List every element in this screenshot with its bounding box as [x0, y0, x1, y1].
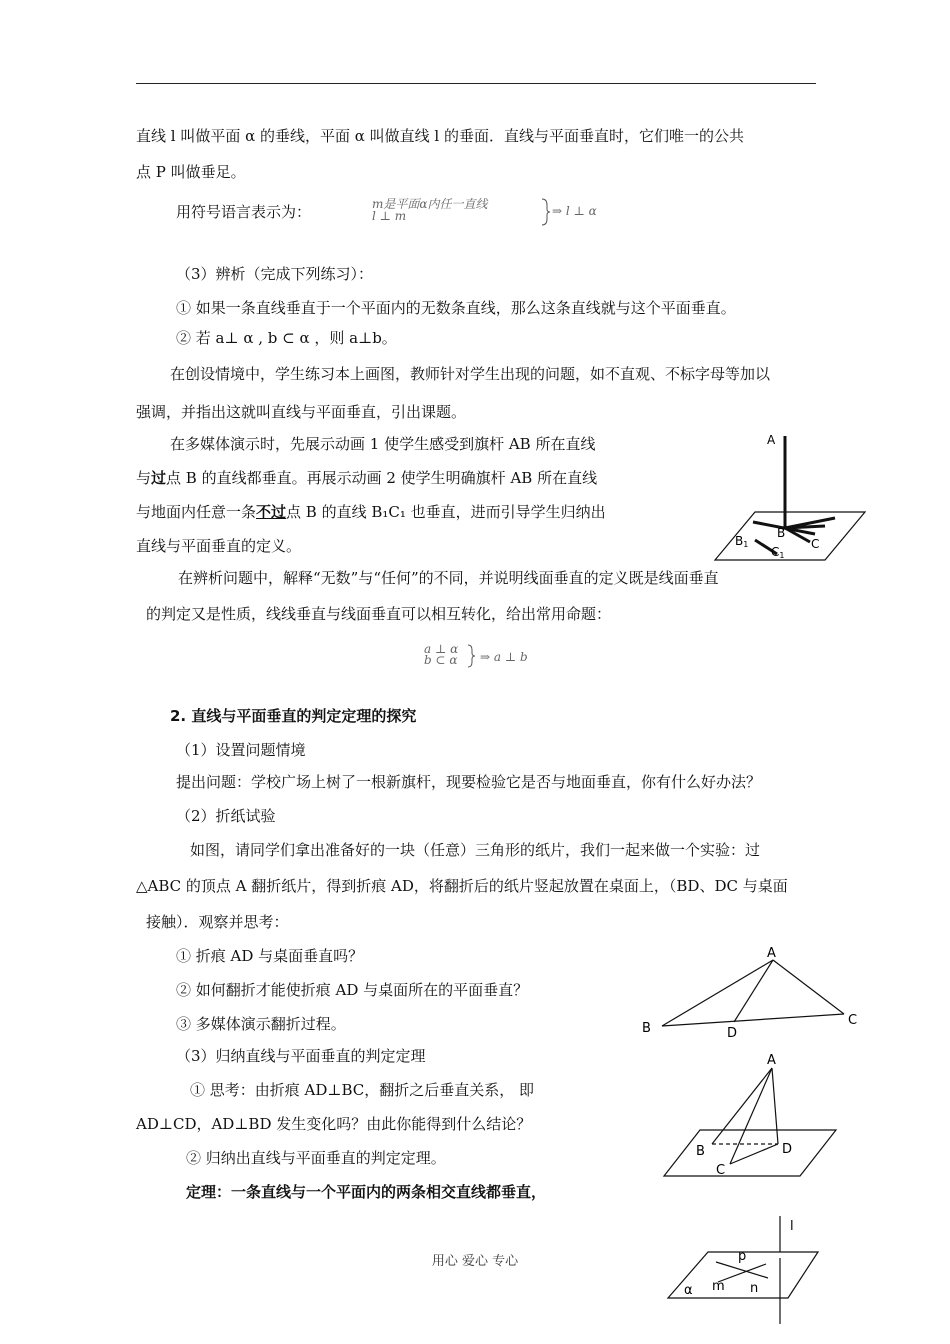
- formula-line: l ⊥ m: [372, 209, 407, 223]
- label-b: B: [777, 526, 786, 540]
- formula-line: a ⊥ α: [424, 642, 459, 656]
- paragraph-definition-cont: 点 P 叫做垂足。: [136, 163, 246, 181]
- subsection-3: （3）归纳直线与平面垂直的判定定理: [176, 1047, 426, 1065]
- text-span: 与: [136, 469, 152, 487]
- paragraph-analysis: 在辨析问题中，解释“无数”与“任何”的不同，并说明线面垂直的定义既是线面垂直: [178, 569, 719, 587]
- paragraph-scenario-cont: 强调，并指出这就叫直线与平面垂直，引出课题。: [136, 403, 467, 421]
- formula-definition: [372, 198, 487, 222]
- brace-icon: [466, 644, 476, 668]
- think-text-cont: AD⊥CD，AD⊥BD 发生变化吗？由此你能得到什么结论？: [136, 1115, 532, 1133]
- experiment-text-cont: △ABC 的顶点 A 翻折纸片，得到折痕 AD，将翻折后的纸片竖起放置在桌面上，（BD、DC 与桌面: [136, 877, 788, 895]
- text-span: 点 B 的直线都垂直。再展示动画 2 使学生明确旗杆 AB 所在直线: [166, 469, 598, 487]
- emphasis-text: 不过: [256, 503, 287, 521]
- formula-result: ⇒ a ⊥ b: [480, 650, 528, 664]
- paragraph-definition: 直线 l 叫做平面 α 的垂线，平面 α 叫做直线 l 的垂面．直线与平面垂直时，它们唯一的公共: [136, 127, 745, 145]
- paragraph-multimedia-cont: [136, 468, 597, 488]
- edge-ad: [772, 1068, 778, 1144]
- label-a: A: [767, 433, 776, 447]
- subsection-1: （1）设置问题情境: [176, 741, 306, 759]
- theorem-text: 定理：一条直线与一个平面内的两条相交直线都垂直，: [186, 1183, 547, 1201]
- symbol-language-label: 用符号语言表示为：: [176, 203, 312, 221]
- label-m: m: [712, 1279, 725, 1294]
- formula-result: ⇒ l ⊥ α: [552, 204, 597, 218]
- label-d: D: [727, 1026, 738, 1041]
- formula-line: b ⊂ α: [424, 653, 458, 667]
- figure-line-plane: [668, 1216, 828, 1336]
- table-plane: [664, 1130, 836, 1176]
- label-b1: B1: [735, 534, 749, 549]
- paragraph-analysis-cont: 的判定又是性质，线线垂直与线面垂直可以相互转化，给出常用命题：: [146, 605, 612, 623]
- edge-bc: [662, 1014, 844, 1026]
- edge-ab: [712, 1068, 772, 1144]
- paragraph-scenario: 在创设情境中，学生练习本上画图，教师针对学生出现的问题，如不直观、不标字母等加以: [170, 365, 771, 383]
- edge-ab: [662, 960, 773, 1026]
- text-span: 与地面内任意一条: [136, 503, 257, 521]
- edge-ad: [734, 960, 773, 1022]
- exercise-2: ② 若 a⊥ α , b ⊂ α ，则 a⊥b。: [176, 329, 397, 347]
- brace-icon: [540, 198, 550, 226]
- summarize-text: ② 归纳出直线与平面垂直的判定定理。: [186, 1149, 446, 1167]
- figure-folded-paper: [660, 1046, 840, 1186]
- label-c: C: [811, 537, 820, 551]
- think-text: ① 思考：由折痕 AD⊥BC，翻折之后垂直关系， 即: [190, 1081, 535, 1099]
- label-a: A: [767, 1053, 776, 1068]
- formula-proposition: [424, 644, 458, 666]
- exercise-1: ① 如果一条直线垂直于一个平面内的无数条直线，那么这条直线就与这个平面垂直。: [176, 299, 736, 317]
- page-footer: 用心 爱心 专心: [431, 1254, 519, 1269]
- paragraph-multimedia-cont2: [136, 502, 606, 522]
- label-c: C: [848, 1013, 858, 1028]
- section-3-title: （3）辨析（完成下列练习）：: [176, 265, 374, 283]
- header-rule: [136, 83, 816, 84]
- label-d: D: [782, 1142, 793, 1157]
- paragraph-multimedia-cont3: 直线与平面垂直的定义。: [136, 537, 302, 555]
- think-question-1: ① 折痕 AD 与桌面垂直吗？: [176, 947, 364, 965]
- think-question-3: ③ 多媒体演示翻折过程。: [176, 1015, 346, 1033]
- experiment-text: 如图，请同学们拿出准备好的一块（任意）三角形的纸片，我们一起来做一个实验：过: [190, 841, 761, 859]
- label-p: p: [738, 1249, 747, 1264]
- label-alpha: α: [684, 1283, 693, 1298]
- ground-line: [785, 526, 825, 528]
- label-b: B: [696, 1144, 705, 1159]
- label-l: l: [790, 1219, 794, 1234]
- label-n: n: [750, 1281, 759, 1296]
- label-a: A: [767, 946, 776, 961]
- emphasis-text: 过: [151, 469, 167, 487]
- edge-ac: [773, 960, 844, 1014]
- formula-line: m是平面α内任一直线: [372, 197, 488, 211]
- text-span: 点 B 的直线 B₁C₁ 也垂直，进而引导学生归纳出: [286, 503, 606, 521]
- label-c1: C1: [771, 545, 785, 560]
- figure-flagpole: [715, 430, 865, 570]
- experiment-text-cont2: 接触）．观察并思考：: [146, 913, 289, 931]
- subsection-2: （2）折纸试验: [176, 807, 276, 825]
- label-c: C: [716, 1163, 726, 1178]
- paragraph-multimedia: 在多媒体演示时，先展示动画 1 使学生感受到旗杆 AB 所在直线: [170, 435, 596, 453]
- figure-triangle: [638, 942, 868, 1042]
- question-text: 提出问题：学校广场上树了一根新旗杆，现要检验它是否与地面垂直，你有什么好办法？: [176, 773, 762, 791]
- section-heading: 2. 直线与平面垂直的判定定理的探究: [170, 707, 417, 725]
- think-question-2: ② 如何翻折才能使折痕 AD 与桌面所在的平面垂直？: [176, 981, 529, 999]
- label-b: B: [642, 1021, 651, 1036]
